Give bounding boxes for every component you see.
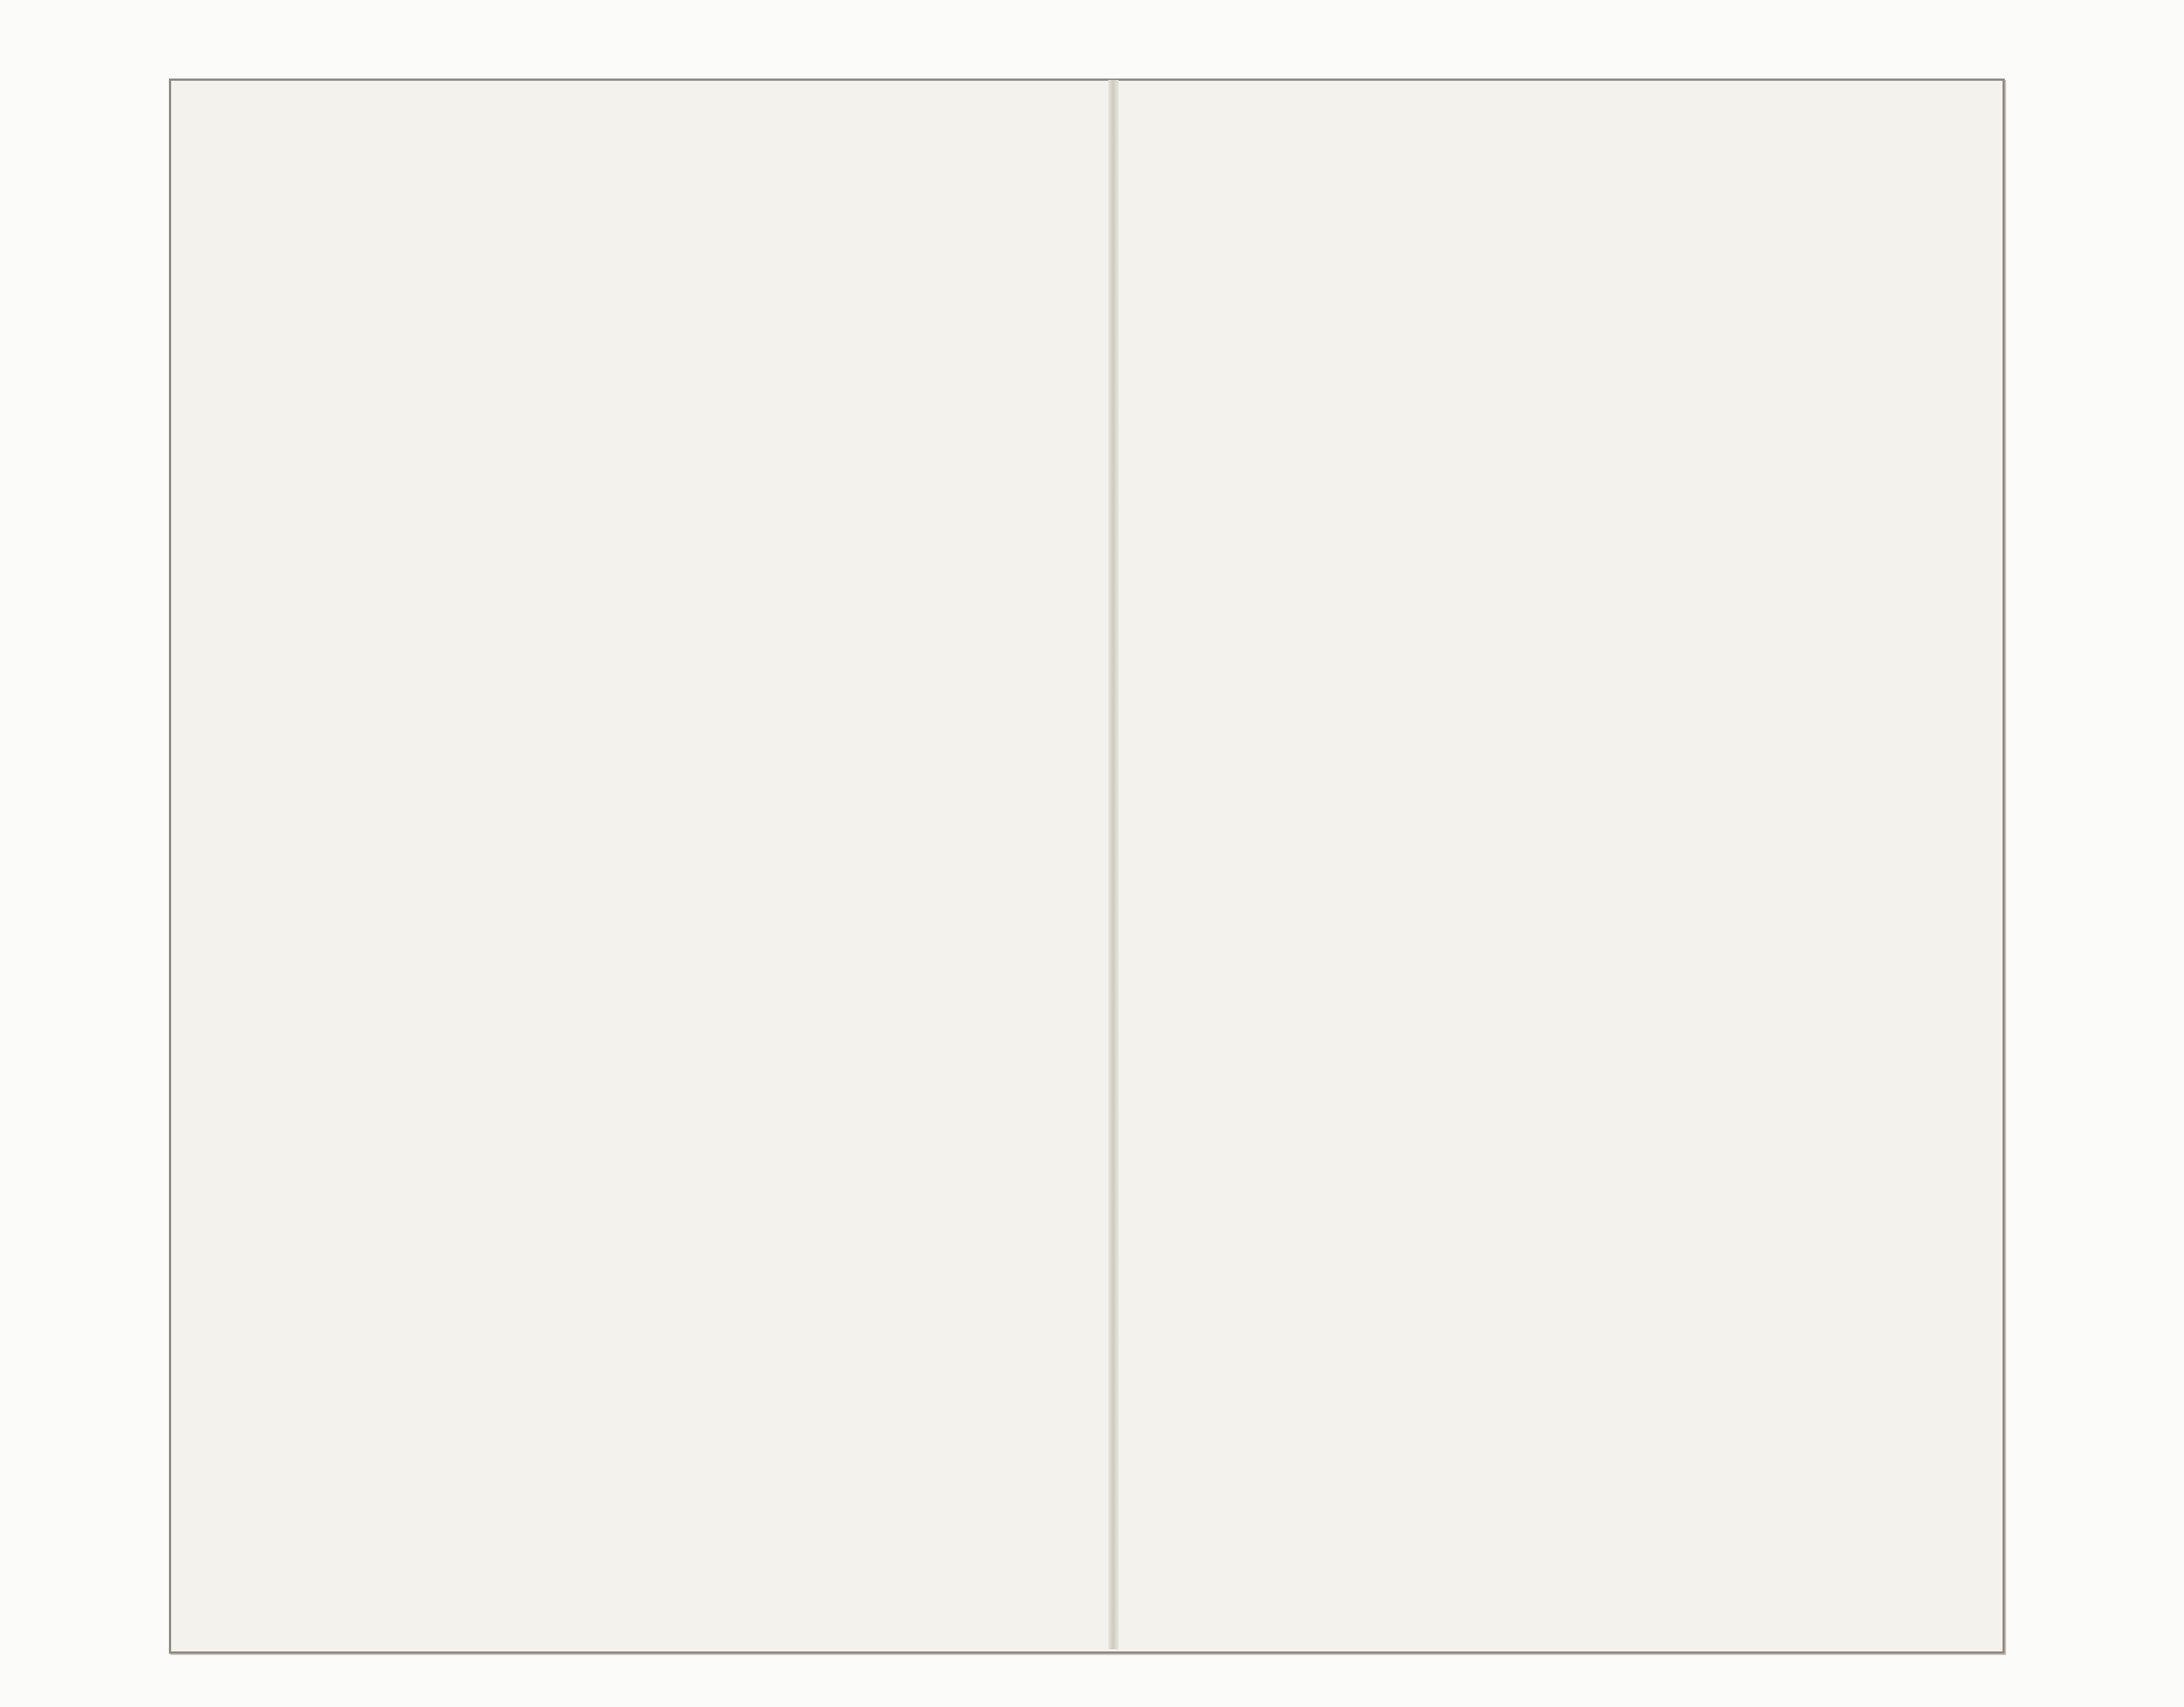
center-fold xyxy=(1108,80,1119,1649)
census-form-sheet xyxy=(169,79,2005,1654)
